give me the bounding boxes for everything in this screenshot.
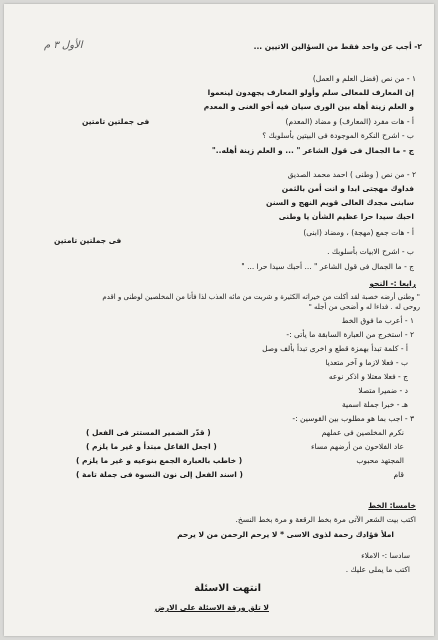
p2-heading: ٢ - من نص ( وطنى ) احمد محمد الصديق xyxy=(287,170,416,179)
q4-item-2c: ج - فعلا معتلا و اذكر نوعه xyxy=(328,372,408,381)
exam-sheet xyxy=(4,4,434,636)
q4-item-2d: د - ضميرا متصلا xyxy=(358,386,408,395)
footer-note: لا تلق ورقة الاسئلة على الارض xyxy=(154,603,269,612)
q5-title: خامسا: الخط xyxy=(368,501,416,510)
q4-passage-2: روحى له . فداءا له و أضحى من أجله " xyxy=(308,303,420,311)
q4-item-2e: هـ - خبرا جملة اسمية xyxy=(342,400,408,409)
p1-task-a-extra: فى جملتين تامتين xyxy=(82,117,150,126)
p2-task-b: ب - اشرح الابيات بأسلوبك . xyxy=(327,247,414,256)
q4-requirement-2: ( اجعل الفاعل مبتدأ و غير ما يلزم ) xyxy=(86,442,217,451)
p2-verse-2: سابنى مجدك العالى قويم النهج و السنن xyxy=(265,198,414,207)
question-header: ٢- أجب عن واحد فقط من السؤالين الاتيين ... xyxy=(253,42,422,51)
q4-passage-1: " وطنى أرضه خصبة لقد أكلت من خيراته الكثيرة و شربت من مائه العذب لذا فأنا من المخلصين لوطنى و اقدم xyxy=(102,293,420,301)
q4-item-3: ٣ - اجب بما هو مطلوب بين القوسين :- xyxy=(292,414,414,423)
q4-requirement-4: ( اسند الفعل إلى نون النسوة فى جملة تامة ) xyxy=(76,470,243,479)
p1-heading: ١ - من نص (فضل العلم و العمل) xyxy=(312,74,416,83)
q4-requirement-1: ( قدّر الضمير المستتر فى الفعل ) xyxy=(86,428,211,437)
p1-task-b: ب - اشرح النكرة الموجودة فى البيتين بأسلوبك ؟ xyxy=(262,131,414,140)
q4-item-2: ٢ - استخرج من العبارة السابقة ما يأتى :- xyxy=(286,330,414,339)
q6-instruction: اكتب ما يملى عليك . xyxy=(345,565,410,574)
p2-task-a: أ - هات جمع (مهجة) ، ومضاد (ابنى) xyxy=(303,228,414,237)
handwritten-note: الأول ٣ م xyxy=(44,40,83,51)
p1-verse-2: و العلم زينة أهله بين الورى سيان فيه أخو الغنى و المعدم xyxy=(203,102,414,111)
q4-item-2a: أ - كلمة تبدأ بهمزة قطع و اخرى تبدأ بألف وصل xyxy=(262,344,408,353)
q6-title: سادسا :- الاملاء xyxy=(361,551,410,560)
q5-instruction: اكتب بيت الشعر الآتى مرة بخط الرقعة و مرة بخط النسخ. xyxy=(235,515,416,524)
p1-task-a: أ - هات مفرد (المعارف) و مضاد (المعدم) xyxy=(285,117,414,126)
q4-item-2b: ب - فعلا لازما و آخر متعديا xyxy=(325,358,408,367)
p2-task-c: ج - ما الجمال فى قول الشاعر " ... أحبك سيدا حرا ... " xyxy=(241,262,414,271)
q4-title: رابعا :- النحو xyxy=(369,279,416,288)
p1-verse-1: إن المعارف للمعالى سلم وأولو المعارف يجهدون لينعموا xyxy=(207,88,414,97)
q4-requirement-3: ( خاطب بالعبارة الجمع بنوعيه و غير ما يلزم ) xyxy=(76,456,243,465)
end-of-questions: انتهت الاسئلة xyxy=(194,583,261,594)
q4-item-1: ١ - أعرب ما فوق الخط xyxy=(341,316,414,325)
p2-verse-1: فداوك مهجتى ابدا و انت أمن بالثمن xyxy=(281,184,414,193)
q4-sentence-2: عاد الفلاحون من أرضهم مساء xyxy=(310,442,404,451)
p1-task-c: ج - ما الجمال فى قول الشاعر " ... و العلم زينة أهله.." xyxy=(211,146,414,155)
q5-verse: املأ فؤادك رحمة لذوى الاسى * لا يرحم الرحمن من لا يرحم xyxy=(177,530,394,539)
p2-verse-3: احبك سيدا حرا عظيم الشأن يا وطنى xyxy=(278,212,414,221)
p2-task-a-extra: فى جملتين تامتين xyxy=(54,236,122,245)
q4-sentence-1: نكرم المخلصين فى عملهم xyxy=(321,428,404,437)
q4-sentence-3: المجتهد محبوب xyxy=(356,456,404,465)
q4-sentence-4: قام xyxy=(393,470,404,479)
